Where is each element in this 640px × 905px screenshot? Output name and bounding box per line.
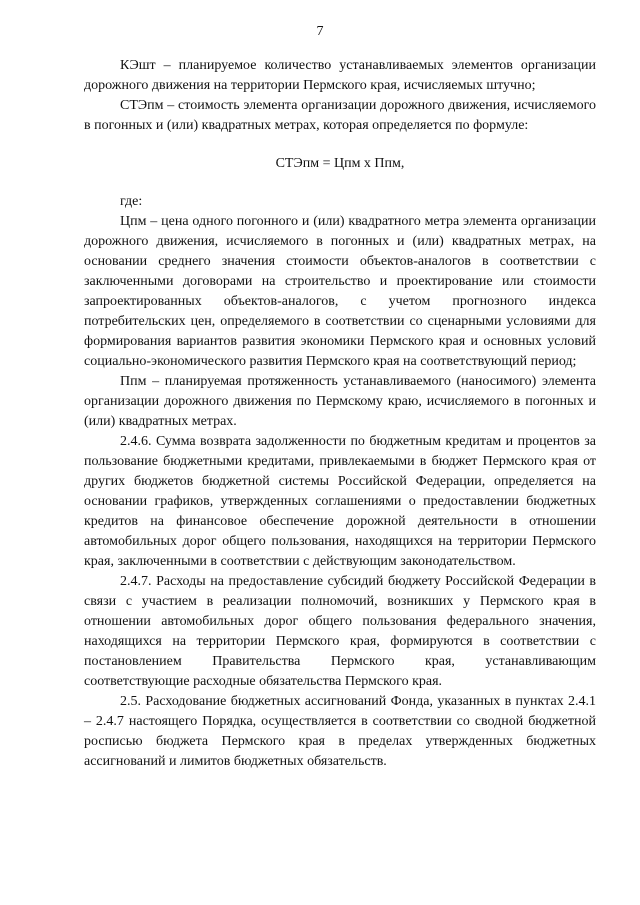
- document-body: [84, 56, 596, 772]
- paragraph-2-4-6: 2.4.6. Сумма возврата задолженности по бюджетным кредитам и процентов за пользование бюджетными кредитами, привлекаемыми в бюджет Пермского края от других бюджетов бюджетной системы Российской Федерации, определяется на основании графиков, утвержденных соглашениями о предоставлении бюджетных кредитов на финансовое обеспечение дорожной деятельности в отношении автомобильных дорог общего пользования, находящихся на территории Пермского края, заключенными в соответствии с действующим законодательством.: [84, 434, 596, 569]
- paragraph-where: где:: [120, 194, 143, 209]
- paragraph-ppm-definition: Ппм – планируемая протяженность устанавливаемого (наносимого) элемента организации дорожного движения по Пермскому краю, исчисляемого в погонных и (или) квадратных метрах.: [84, 374, 596, 429]
- paragraph-stepm-definition: СТЭпм – стоимость элемента организации дорожного движения, исчисляемого в погонных и (или) квадратных метрах, которая определяется по формуле:: [84, 98, 596, 133]
- formula-stepm: СТЭпм = Цпм х Ппм,: [275, 156, 405, 171]
- paragraph-2-4-7: 2.4.7. Расходы на предоставление субсидий бюджету Российской Федерации в связи с участием в реализации полномочий, возникших у Пермского края в отношении автомобильных дорог общего пользования федерального значения, находящихся на территории Пермского края, формируются в соответствии с постановлением Правительства Пермского края, устанавливающим соответствующие расходные обязательства Пермского края.: [84, 574, 596, 689]
- paragraph-keshit-definition: КЭшт – планируемое количество устанавливаемых элементов организации дорожного движения на территории Пермского края, исчисляемых штучно;: [84, 58, 596, 93]
- paragraph-2-5: 2.5. Расходование бюджетных ассигнований Фонда, указанных в пунктах 2.4.1 – 2.4.7 настоящего Порядка, осуществляется в соответствии со сводной бюджетной росписью бюджета Пермского края в пределах утвержденных бюджетных ассигнований и лимитов бюджетных обязательств.: [84, 694, 596, 769]
- paragraph-cpm-definition: Цпм – цена одного погонного и (или) квадратного метра элемента организации дорожного движения, исчисляемого в погонных и (или) квадратных метрах, на основании среднего значения стоимости объектов-аналогов в соответствии с заключенными договорами на строительство и проектирование или стоимости запроектированных объектов-аналогов, с учетом прогнозного индекса потребительских цен, определяемого в соответствии со сценарными условиями для формирования вариантов развития экономики Пермского края и основных условий социально-экономического развития Пермского края на соответствующий период;: [84, 214, 596, 369]
- page-number: 7: [316, 24, 324, 39]
